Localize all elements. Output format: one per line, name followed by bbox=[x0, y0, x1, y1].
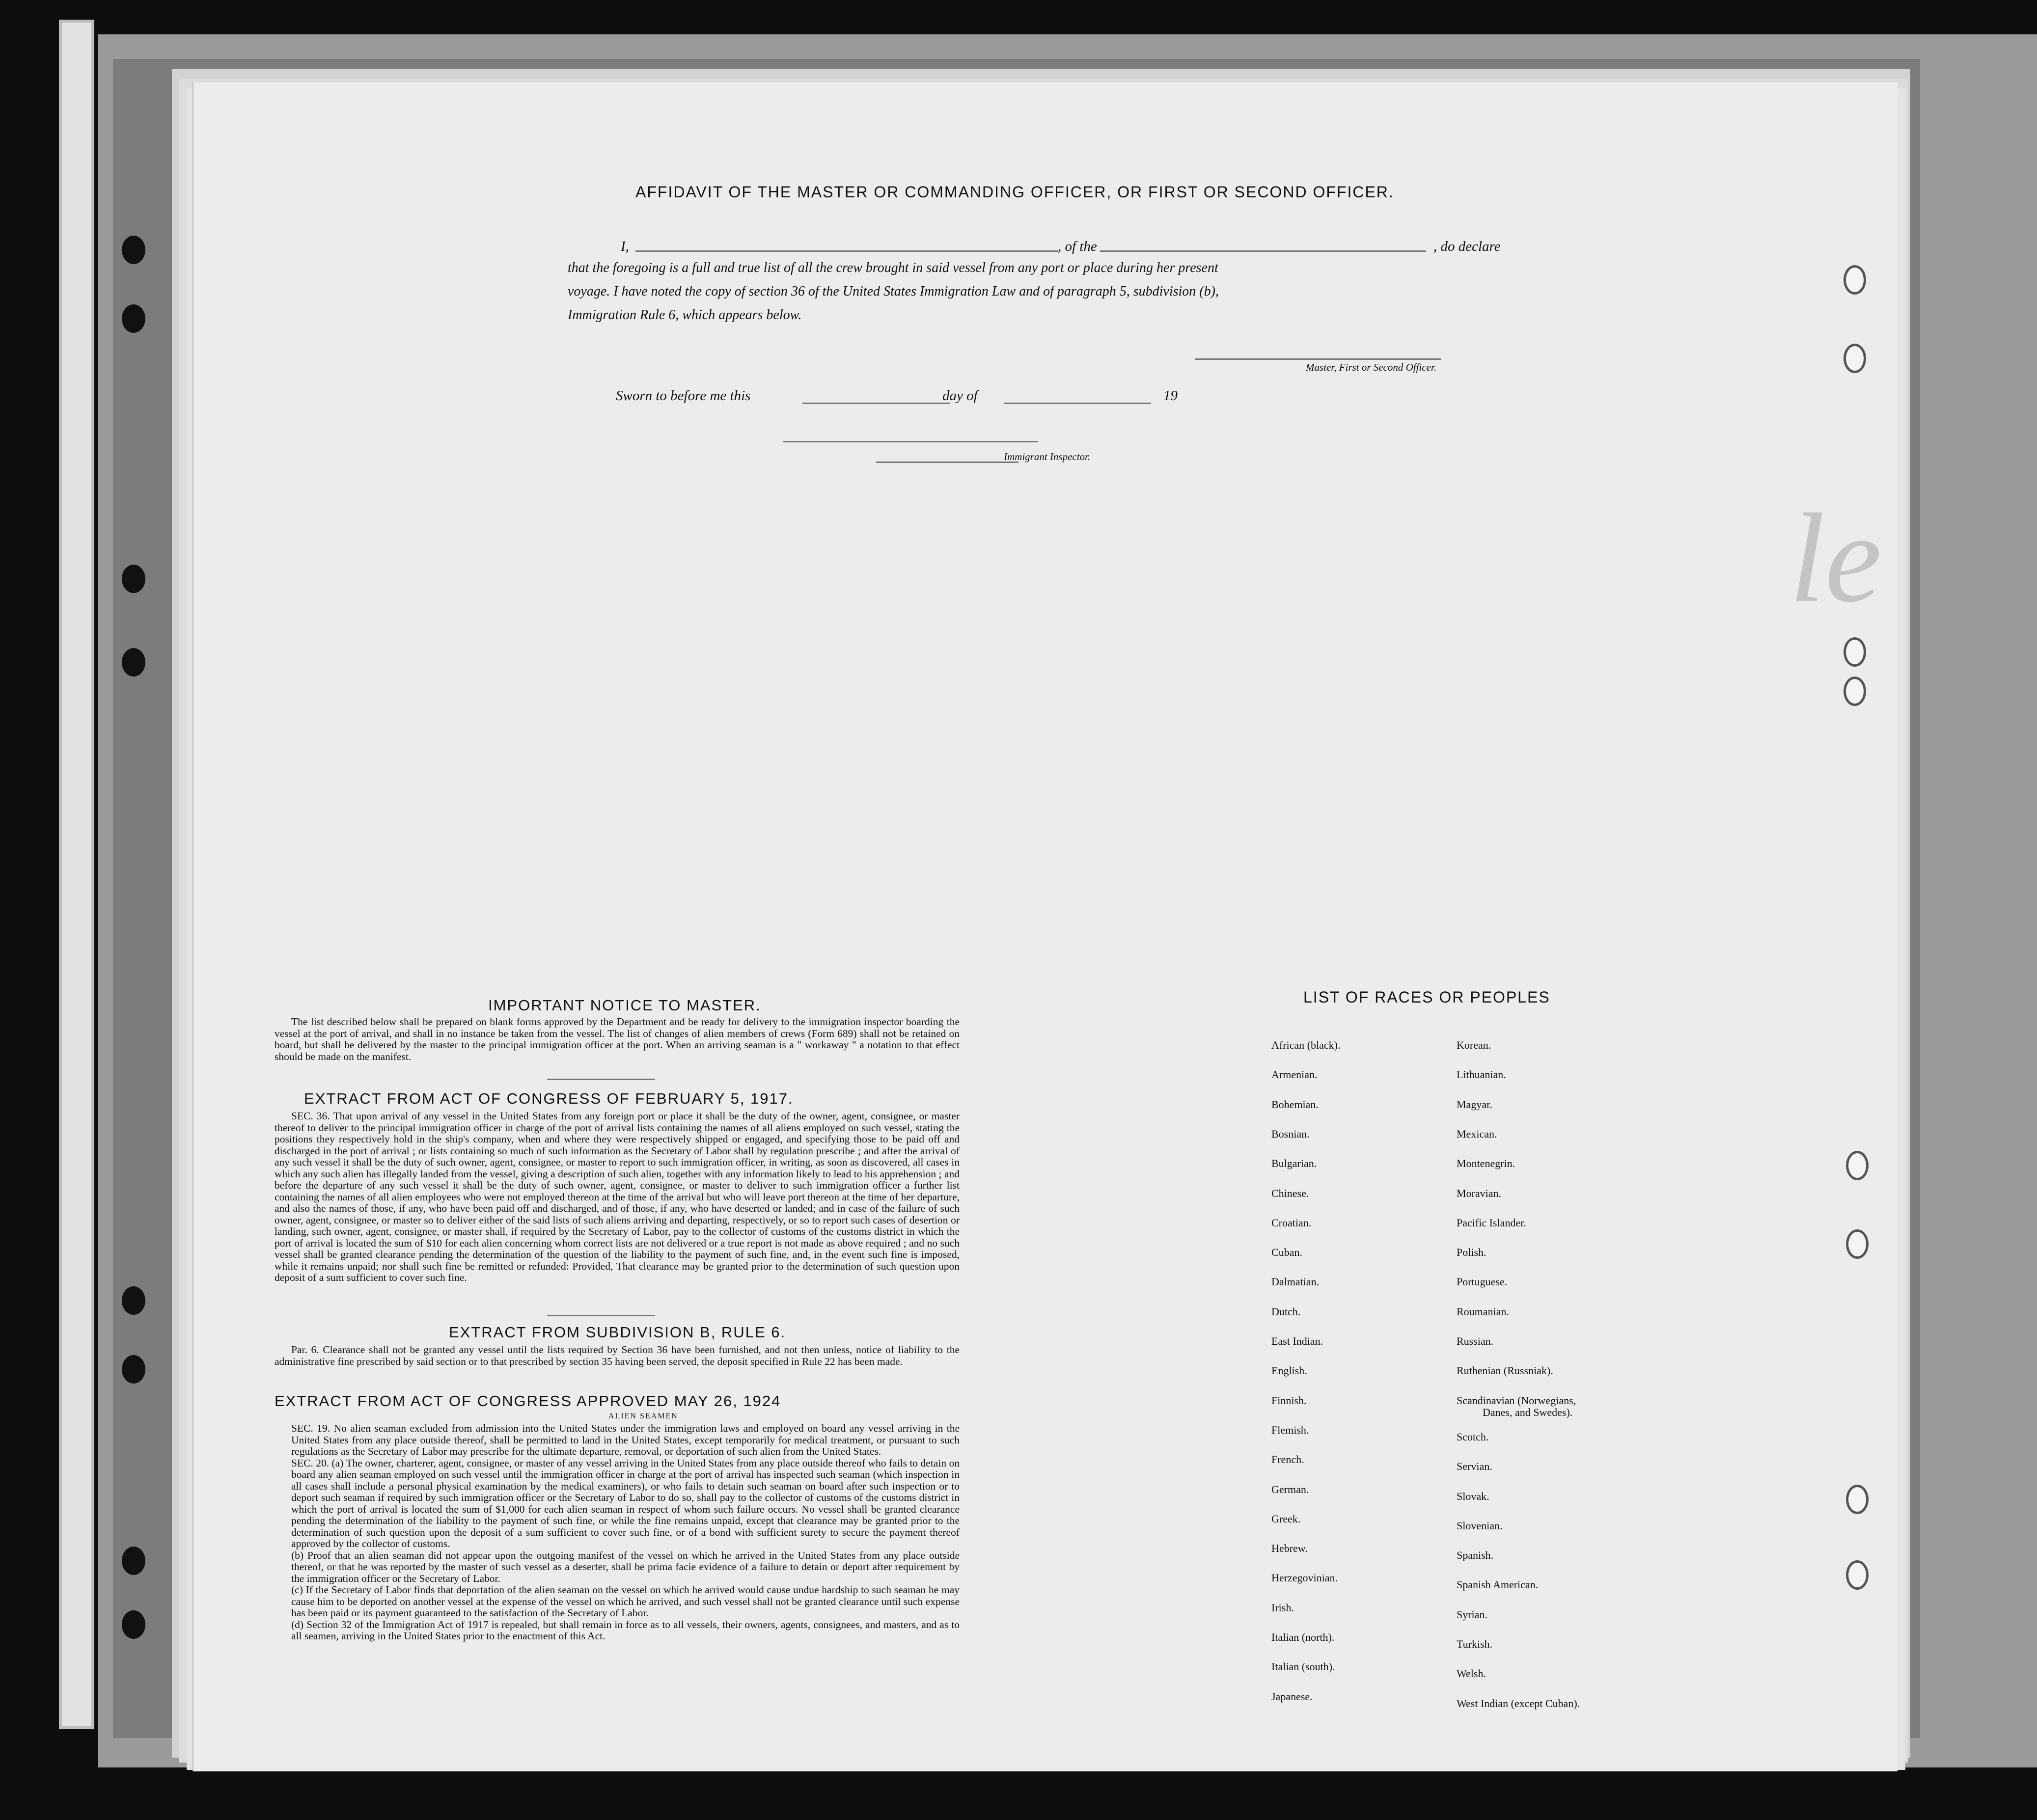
race-item: Cuban. bbox=[1271, 1246, 1302, 1259]
binder-hole bbox=[122, 1610, 145, 1639]
races-title: LIST OF RACES OR PEOPLES bbox=[1303, 988, 1550, 1006]
sec-20b-text: (b) Proof that an alien seaman did not appear upon the outgoing manifest of the vessel on which he arrived in the United States from any place outside thereof, or that he was reported by the master of such vessel as a deserter, shall be prima facie evidence of a failure to detain or deport after requirement by the immigration officer or the Secretary of Labor. bbox=[291, 1549, 960, 1584]
race-item: Dalmatian. bbox=[1271, 1276, 1320, 1288]
race-item: Japanese. bbox=[1271, 1690, 1313, 1703]
race-item: French. bbox=[1271, 1453, 1304, 1466]
extract-1917-title: EXTRACT FROM ACT OF CONGRESS OF FEBRUARY 5, 1917. bbox=[304, 1090, 794, 1107]
blank-line bbox=[1117, 250, 1426, 252]
race-item: Ruthenian (Russniak). bbox=[1457, 1364, 1553, 1377]
sec-20d-text: (d) Section 32 of the Immigration Act of 1917 is repealed, but shall remain in force as to all vessels, their owners, agents, consignees, and masters, and as to all seamen, arriving in the United States prior to the enactment of this Act. bbox=[291, 1618, 960, 1642]
race-item: Scandinavian (Norwegians, bbox=[1457, 1394, 1576, 1407]
race-item: Bosnian. bbox=[1271, 1127, 1310, 1140]
race-item: Pacific Islander. bbox=[1457, 1216, 1526, 1229]
binder-hole bbox=[122, 1355, 145, 1384]
race-item: Slovak. bbox=[1457, 1490, 1489, 1502]
sec-20a-text: SEC. 20. (a) The owner, charterer, agent, consignee, or master of any vessel arriving in the United States from any place outside thereof who fails to detain on board any alien seaman employed on such vessel until the immigration officer in charge at the port of arrival has inspected such seaman (which inspection in all cases shall include a personal physical examination by the medical examiners), or who fails to detain such seaman on board after such inspection or to deport such seaman if required by such immigration officer or the Secretary of Labor to do so, shall pay to the collector of customs of the customs district in which the port of arrival is located the sum of $1,000 for each alien seaman in respect of whom such failure occurs. No vessel shall be granted clearance pending the determination of the liability to the payment of such fine, or while the fine remains unpaid, except that clearance may be granted prior to the determination of such question upon the deposit of a sum sufficient to cover such fine, or of a bond with sufficient surety to secure the payment thereof approved by the collector of customs. bbox=[291, 1457, 960, 1549]
master-signature-label: Master, First or Second Officer. bbox=[1306, 361, 1436, 373]
race-item: Polish. bbox=[1457, 1246, 1486, 1259]
race-item: Korean. bbox=[1457, 1039, 1491, 1051]
sec-20c-text: (c) If the Secretary of Labor finds that deportation of the alien seaman on the vessel on which he arrived would cause undue hardship to such seaman he may cause him to be deported on another vessel at the expense of the vessel on which he arrived, and such vessel shall not be granted clearance until such expense has been paid or its payment guaranteed to the satisfaction of the Secretary of Labor. bbox=[291, 1584, 960, 1619]
signature-line-inspector bbox=[783, 441, 1038, 442]
race-item: Spanish American. bbox=[1457, 1578, 1539, 1591]
affidavit-of-the: , of the bbox=[1058, 239, 1100, 255]
race-item: Dutch. bbox=[1271, 1305, 1301, 1318]
extract-1924-text bbox=[275, 1423, 960, 1642]
race-item: Syrian. bbox=[1457, 1608, 1487, 1621]
race-item: Hebrew. bbox=[1271, 1542, 1308, 1555]
affidavit-do-declare: , do declare bbox=[1433, 239, 1501, 254]
inspector-label: Immigrant Inspector. bbox=[1004, 451, 1091, 462]
race-item: Lithuanian. bbox=[1457, 1068, 1506, 1081]
punch-hole bbox=[1844, 637, 1866, 667]
race-item: German. bbox=[1271, 1483, 1309, 1495]
year-label: 19 bbox=[1163, 388, 1178, 404]
extract-1917-text bbox=[275, 1111, 960, 1284]
race-item: Montenegrin. bbox=[1457, 1157, 1515, 1170]
binder-hole bbox=[122, 1286, 145, 1315]
binder-hole bbox=[122, 304, 145, 333]
extract-1924-subtitle: ALIEN SEAMEN bbox=[608, 1412, 678, 1420]
bleed-through-mark: le bbox=[1789, 488, 1882, 629]
subdivision-title: EXTRACT FROM SUBDIVISION B, RULE 6. bbox=[449, 1324, 786, 1341]
divider bbox=[547, 1079, 655, 1080]
subdivision-body: Par. 6. Clearance shall not be granted any vessel until the lists required by Section 36 have been furnished, and not then unless, notice of liability to the administrative fine prescribed by said section or to that prescribed by section 35 having been served, the deposit specified in Rule 22 has been made. bbox=[275, 1344, 960, 1367]
binder-hole bbox=[122, 648, 145, 677]
race-item: Greek. bbox=[1271, 1512, 1301, 1525]
race-item: Flemish. bbox=[1271, 1423, 1309, 1436]
punch-hole bbox=[1844, 344, 1866, 373]
extract-1917-body: SEC. 36. That upon arrival of any vessel in the United States from any foreign port or place it shall be the duty of the owner, agent, consignee, or master thereof to deliver to the principal immigration officer in charge of the port of arrival lists containing the names of all aliens employed on such vessel, stating the positions they respectively hold in the ship's company, when and where they were respectively shipped or engaged, and specifying those to be paid off and discharged in the port of arrival ; or lists containing so much of such information as the Secretary of Labor shall by regulation prescribe ; and after the arrival of any such vessel it shall be the duty of such owner, agent, consignee, or master to report to such immigration officer, in writing, as soon as discovered, all cases in which any such alien has illegally landed from the vessel, giving a description of such alien, together with any information likely to lead to his apprehension ; and before the departure of any such vessel it shall be the duty of such owner, agent, consignee, or master to deliver to such immigration officer a further list containing the names of all alien employees who were not employed thereon at the time of the arrival but who will leave port thereon at the time of her departure, and also the names of those, if any, who have been paid off and discharged, and of those, if any, who have deserted or landed; and in case of the failure of such owner, agent, consignee, or master so to deliver either of the said lists of such aliens arriving and departing, respectively, or so to report such cases of desertion or landing, such owner, agent, consignee, or master shall, if required by the Secretary of Labor, pay to the collector of customs of the customs district in which the port of arrival is located the sum of $10 for each alien concerning whom correct lists are not delivered or a true report is not made as above required ; and no such vessel shall be granted clearance pending the determination of the question of the liability to the payment of such fine, and, in the event such fine is imposed, while it remains unpaid; nor shall such fine be remitted or refunded: Provided, That clearance may be granted prior to the determination of such question upon deposit of a sum sufficient to cover such fine. bbox=[275, 1110, 960, 1283]
punch-hole bbox=[1846, 1229, 1869, 1259]
race-item: Finnish. bbox=[1271, 1394, 1307, 1407]
signature-line-inspector-2 bbox=[876, 462, 1018, 463]
blank-line bbox=[1004, 403, 1151, 404]
race-item: Roumanian. bbox=[1457, 1305, 1509, 1318]
punch-hole bbox=[1844, 677, 1866, 706]
race-item: Spanish. bbox=[1457, 1549, 1494, 1562]
sworn-label: Sworn to before me this bbox=[616, 388, 751, 404]
affidavit-line-2: voyage. I have noted the copy of section 36 of the United States Immigration Law and of paragraph 5, subdivision (b), bbox=[568, 284, 1219, 299]
punch-hole bbox=[1846, 1560, 1869, 1590]
sec-19-text: SEC. 19. No alien seaman excluded from admission into the United States under the immigration laws and employed on board any vessel arriving in the United States from any place outside thereof, shall be permitted to land in the United States, except temporarily for medical treatment, or pursuant to such regulations as the Secretary of Labor may prescribe for the ultimate departure, removal, or deportation of such alien from the United States. bbox=[291, 1422, 960, 1457]
punch-hole bbox=[1846, 1151, 1869, 1180]
binder-hole bbox=[122, 236, 145, 264]
punch-hole bbox=[1844, 265, 1866, 295]
race-item: East Indian. bbox=[1271, 1335, 1323, 1347]
race-item: Italian (south). bbox=[1271, 1660, 1335, 1673]
race-item: Armenian. bbox=[1271, 1068, 1318, 1081]
race-item: West Indian (except Cuban). bbox=[1457, 1697, 1580, 1710]
race-item: Chinese. bbox=[1271, 1187, 1309, 1199]
binder-hole bbox=[122, 565, 145, 593]
divider bbox=[547, 1315, 655, 1316]
race-item: Welsh. bbox=[1457, 1667, 1486, 1680]
notice-title: IMPORTANT NOTICE TO MASTER. bbox=[488, 997, 761, 1014]
race-item: Irish. bbox=[1271, 1601, 1294, 1614]
race-item: Magyar. bbox=[1457, 1098, 1492, 1111]
punch-hole bbox=[1846, 1485, 1869, 1514]
affidavit-i: I, bbox=[621, 239, 629, 254]
race-item: Bulgarian. bbox=[1271, 1157, 1317, 1170]
affidavit-title: AFFIDAVIT OF THE MASTER OR COMMANDING OFFICER, OR FIRST OR SECOND OFFICER. bbox=[635, 183, 1394, 201]
race-item: Servian. bbox=[1457, 1460, 1492, 1473]
film-edge bbox=[59, 20, 94, 1729]
notice-text bbox=[275, 1016, 960, 1062]
binder-hole bbox=[122, 1547, 145, 1575]
notice-text-body: The list described below shall be prepared on blank forms approved by the Department and be ready for delivery to the immigration inspector boarding the vessel at the port of arrival, and shall in no instance be taken from the vessel. The list of changes of alien members of crews (Form 689) shall not be retained on board, but shall be delivered by the master to the principal immigration officer at the port. When an arriving seaman is a " workaway " a notation to that effect should be made on the manifest. bbox=[275, 1016, 960, 1062]
race-item: Russian. bbox=[1457, 1335, 1494, 1347]
affidavit-line-3: Immigration Rule 6, which appears below. bbox=[568, 307, 802, 323]
blank-line bbox=[802, 403, 950, 404]
document-page bbox=[193, 82, 1898, 1771]
race-item: Herzegovinian. bbox=[1271, 1572, 1338, 1584]
race-item: Portuguese. bbox=[1457, 1276, 1508, 1288]
race-item: Turkish. bbox=[1457, 1638, 1493, 1650]
day-of-label: day of bbox=[942, 388, 978, 404]
race-item: Mexican. bbox=[1457, 1127, 1497, 1140]
race-item: English. bbox=[1271, 1364, 1307, 1377]
race-item: Bohemian. bbox=[1271, 1098, 1319, 1111]
subdivision-text bbox=[275, 1344, 960, 1367]
affidavit-line-1: that the foregoing is a full and true list of all the crew brought in said vessel from any port or place during her present bbox=[568, 260, 1218, 275]
race-item: Moravian. bbox=[1457, 1187, 1502, 1199]
signature-line-master bbox=[1195, 358, 1441, 360]
extract-1924-title: EXTRACT FROM ACT OF CONGRESS APPROVED MAY 26, 1924 bbox=[275, 1392, 781, 1410]
race-item: Italian (north). bbox=[1271, 1631, 1335, 1643]
race-item: Croatian. bbox=[1271, 1216, 1312, 1229]
race-item: Danes, and Swedes). bbox=[1483, 1406, 1573, 1418]
race-item: Scotch. bbox=[1457, 1430, 1489, 1443]
race-item: Slovenian. bbox=[1457, 1519, 1503, 1532]
race-item: African (black). bbox=[1271, 1039, 1341, 1051]
